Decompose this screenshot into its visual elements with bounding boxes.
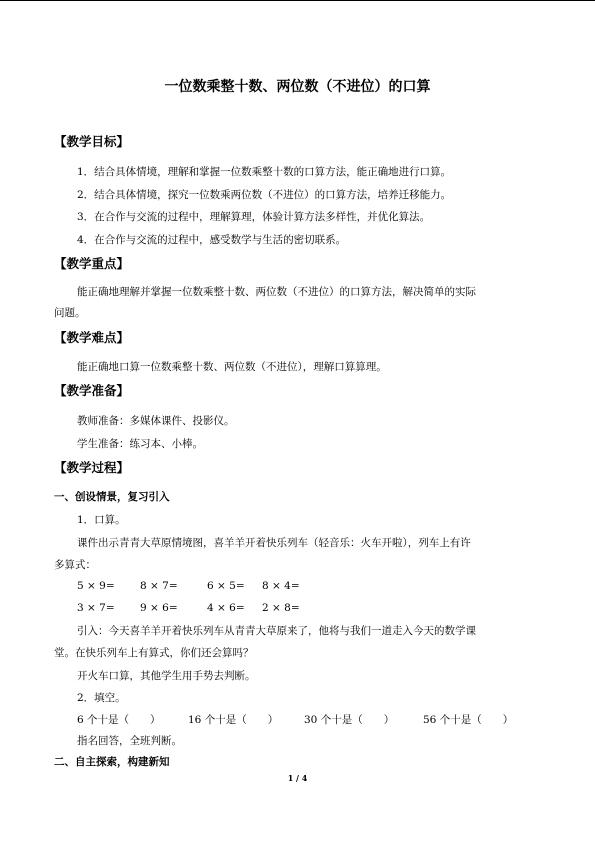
expression: 3 × 7= xyxy=(77,602,115,614)
key-points-text: 问题。 xyxy=(54,307,86,319)
preparation-student: 学生准备：练习本、小棒。 xyxy=(77,438,203,450)
goal-item: 1．结合具体情境，理解和掌握一位数乘整十数的口算方法，能正确地进行口算。 xyxy=(77,166,452,178)
goals-heading: 【教学目标】 xyxy=(54,134,130,149)
section-heading: 二、自主探索，构建新知 xyxy=(54,756,170,768)
process-text: 多算式： xyxy=(54,559,96,571)
expression: 6 × 5= xyxy=(207,580,245,592)
page-title: 一位数乘整十数、两位数（不进位）的口算 xyxy=(164,79,431,95)
section-heading: 一、创设情景，复习引入 xyxy=(54,491,170,503)
process-text: 课件出示青青大草原情境图，喜羊羊开着快乐列车（轻音乐：火车开啦），列车上有许 xyxy=(77,537,471,549)
difficulties-heading: 【教学难点】 xyxy=(54,330,130,345)
fill-blank: 16 个十是（ ） xyxy=(188,714,279,726)
expression: 4 × 6= xyxy=(207,602,245,614)
goal-item: 2．结合具体情境，探究一位数乘两位数（不进位）的口算方法，培养迁移能力。 xyxy=(77,189,452,201)
process-item: 1．口算。 xyxy=(77,514,126,526)
process-heading: 【教学过程】 xyxy=(54,460,130,475)
expression: 9 × 6= xyxy=(140,602,178,614)
key-points-text: 能正确地理解并掌握一位数乘整十数、两位数（不进位）的口算方法，解决简单的实际 xyxy=(77,286,476,298)
expression: 2 × 8= xyxy=(262,602,300,614)
page-number: 1 / 4 xyxy=(287,773,308,783)
process-text: 堂。在快乐列车上有算式，你们还会算吗？ xyxy=(54,647,254,659)
fill-blank: 6 个十是（ ） xyxy=(77,714,161,726)
fill-blank: 30 个十是（ ） xyxy=(304,714,395,726)
preparation-teacher: 教师准备：多媒体课件、投影仪。 xyxy=(77,415,235,427)
expression: 8 × 7= xyxy=(140,580,178,592)
goal-item: 4．在合作与交流的过程中，感受数学与生活的密切联系。 xyxy=(77,234,347,246)
process-item: 2．填空。 xyxy=(77,692,126,704)
difficulties-text: 能正确地口算一位数乘整十数、两位数（不进位），理解口算算理。 xyxy=(77,361,387,373)
process-text: 引入：今天喜羊羊开着快乐列车从青青大草原来了，他将与我们一道走入今天的数学课 xyxy=(77,625,476,637)
preparation-heading: 【教学准备】 xyxy=(54,383,130,398)
fill-blank: 56 个十是（ ） xyxy=(423,714,514,726)
process-text: 开火车口算，其他学生用手势去判断。 xyxy=(77,670,256,682)
expression: 8 × 4= xyxy=(262,580,300,592)
key-points-heading: 【教学重点】 xyxy=(54,256,130,271)
goal-item: 3．在合作与交流的过程中，理解算理，体验计算方法多样性，并优化算法。 xyxy=(77,211,431,223)
process-text: 指名回答，全班判断。 xyxy=(77,735,182,747)
expression: 5 × 9= xyxy=(77,580,115,592)
